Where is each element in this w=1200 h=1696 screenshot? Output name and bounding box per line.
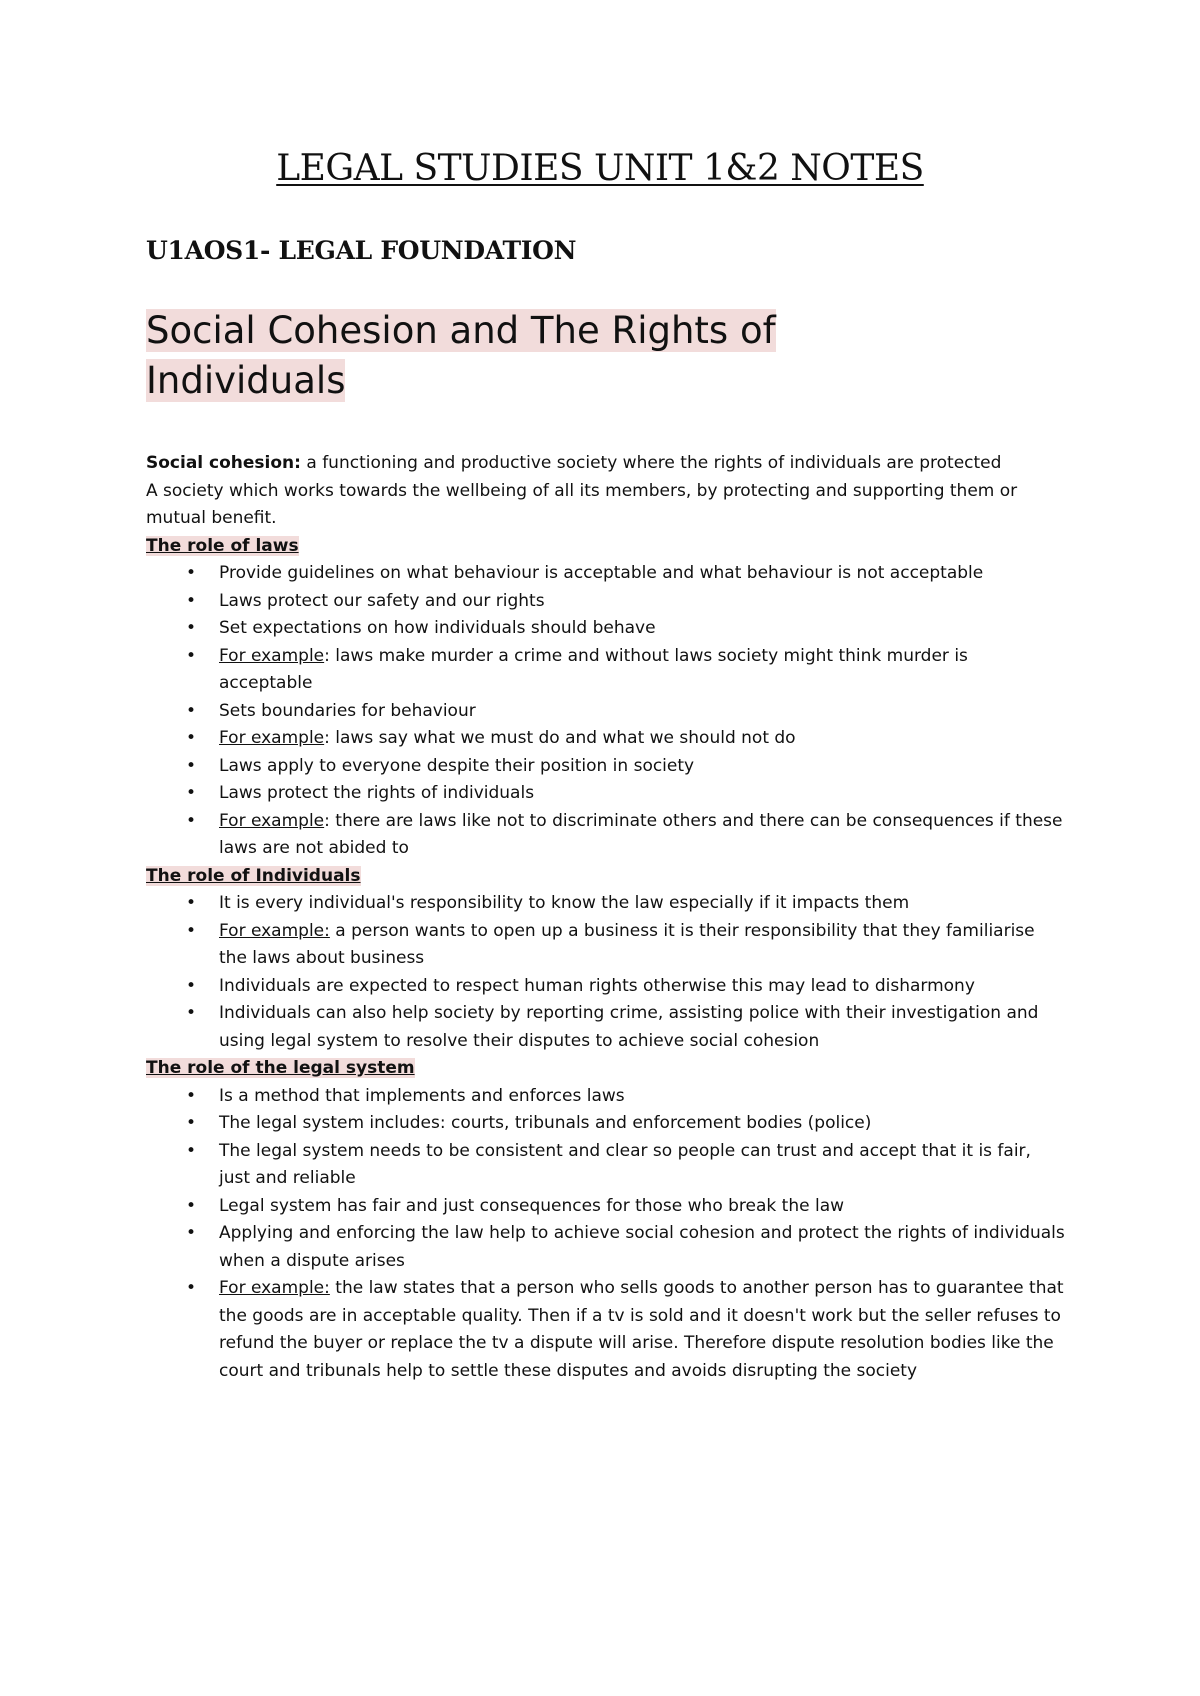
list-item [146,753,1066,781]
bullet-icon: • [186,1140,197,1161]
role-of-individuals-list [146,890,1066,1055]
example-label: For example [219,810,325,831]
bullet-icon: • [186,618,197,638]
role-of-individuals-heading-text: The role of Individuals [146,865,361,886]
list-item [146,588,1066,616]
bullet-icon: • [186,1085,197,1106]
bullet-icon: • [186,1278,197,1298]
bullet-icon: • [186,563,197,583]
role-of-laws-heading-text: The role of laws [146,535,299,556]
list-item [146,1110,1066,1138]
list-item-text: : laws make murder a crime and without laws society might think murder is acceptable [219,645,968,693]
example-label: For example: [219,1278,330,1298]
list-item-text: Set expectations on how individuals should behave [219,618,656,638]
definition-term: Social cohesion: [146,453,301,473]
unit-heading: U1AOS1- LEGAL FOUNDATION [146,236,577,265]
list-item [146,780,1066,808]
definition-line-2: A society which works towards the wellbeing of all its members, by protecting and supporting them or mutual benefit. [146,480,1018,528]
list-item [146,560,1066,588]
list-item [146,918,1066,973]
role-of-laws-heading [146,533,1066,561]
bullet-icon: • [186,700,197,721]
bullet-icon: • [186,1003,197,1023]
list-item-text: It is every individual's responsibility to know the law especially if it impacts them [219,893,910,913]
list-item-text: the law states that a person who sells goods to another person has to guarantee that the goods are in acceptable quality. Then if a tv is sold and it doesn't work but the seller refuses to refund the buyer or replace the tv a dispute will arise. Therefore dispute resolution bodies like the court and tribunals help to settle these disputes and avoids disrupting the society [219,1278,1064,1381]
list-item-text: Provide guidelines on what behaviour is acceptable and what behaviour is not acceptable [219,563,984,583]
definition-text: a functioning and productive society where the rights of individuals are protected [300,453,1002,473]
document-title: LEGAL STUDIES UNIT 1&2 NOTES [276,148,924,189]
list-item-text: The legal system includes: courts, tribunals and enforcement bodies (police) [219,1113,872,1133]
example-label: For example: [219,920,330,941]
list-item [146,1193,1066,1221]
list-item [146,1000,1066,1055]
list-item-text: Laws apply to everyone despite their position in society [219,755,695,776]
bullet-icon: • [186,920,197,941]
list-item [146,1220,1066,1275]
list-item [146,1083,1066,1111]
role-of-legal-system-heading [146,1055,1066,1083]
bullet-icon: • [186,975,197,996]
list-item [146,1138,1066,1193]
list-item-text: : laws say what we must do and what we should not do [324,728,796,748]
example-label: For example [219,728,325,748]
bullet-icon: • [186,783,197,803]
list-item [146,890,1066,918]
list-item-text: : there are laws like not to discriminate others and there can be consequences if these laws are not abided to [219,810,1063,858]
list-item [146,1275,1066,1385]
bullet-icon: • [186,1113,197,1133]
list-item-text: The legal system needs to be consistent and clear so people can trust and accept that it is fair, just and reliable [219,1140,1031,1188]
list-item [146,698,1066,726]
bullet-icon: • [186,590,197,611]
role-of-laws-list [146,560,1066,863]
bullet-icon: • [186,645,197,666]
section-heading-text: Social Cohesion and The Rights of Individuals [146,309,776,402]
bullet-icon: • [186,1223,197,1243]
section-heading [146,306,866,406]
list-item-text: Applying and enforcing the law help to achieve social cohesion and protect the rights of individuals when a dispute arises [219,1223,1065,1271]
list-item-text: Is a method that implements and enforces laws [219,1085,625,1106]
list-item-text: Laws protect our safety and our rights [219,590,545,611]
bullet-icon: • [186,810,197,831]
list-item-text: Individuals are expected to respect human rights otherwise this may lead to disharmony [219,975,975,996]
role-of-legal-system-heading-text: The role of the legal system [146,1058,415,1078]
definition-paragraph [146,450,1066,478]
list-item-text: Laws protect the rights of individuals [219,783,535,803]
list-item [146,725,1066,753]
bullet-icon: • [186,893,197,913]
bullet-icon: • [186,728,197,748]
list-item [146,615,1066,643]
list-item [146,643,1066,698]
list-item-text: Legal system has fair and just consequences for those who break the law [219,1195,845,1216]
role-of-individuals-heading [146,863,1066,891]
bullet-icon: • [186,755,197,776]
document-body [146,450,1066,1385]
example-label: For example [219,645,325,666]
list-item [146,808,1066,863]
role-of-legal-system-list [146,1083,1066,1386]
list-item-text: a person wants to open up a business it is their responsibility that they familiarise the laws about business [219,920,1035,968]
list-item-text: Sets boundaries for behaviour [219,700,476,721]
bullet-icon: • [186,1195,197,1216]
list-item-text: Individuals can also help society by reporting crime, assisting police with their investigation and using legal system to resolve their disputes to achieve social cohesion [219,1003,1039,1051]
list-item [146,973,1066,1001]
